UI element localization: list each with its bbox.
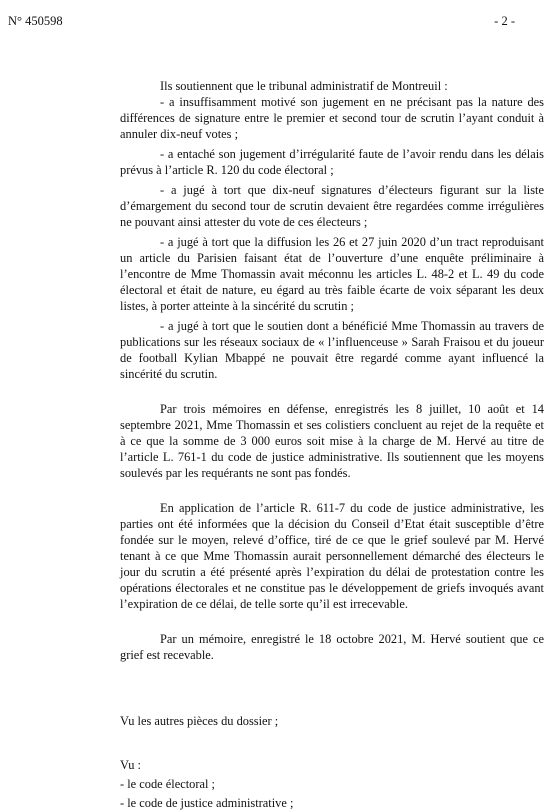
paragraph-code-justice: - le code de justice administrative ; (120, 796, 294, 810)
paragraph-grief-3: - a jugé à tort que dix-neuf signatures d’électeurs figurant sur la liste d’émargement du second tour de scrutin devaient être regardées comme irrégulières ne pouvant ainsi attester du vote de ces électeurs ; (120, 183, 544, 229)
paragraph-grief-4: - a jugé à tort que la diffusion les 26 et 27 juin 2020 d’un tract reproduisant un article du Parisien faisant état de l’ouverture d’une enquête préliminaire à l’encontre de Mme Thomassin avait méconnu les articles L. 48-2 et L. 49 du code électoral et était de nature, eu égard au très faible écarte de voix séparant les deux listes, à porter atteinte à la sincérité du scrutin ; (120, 235, 544, 313)
paragraph-grief-2: - a entaché son jugement d’irrégularité faute de l’avoir rendu dans les délais prévus à l’article R. 120 du code électoral ; (120, 147, 544, 177)
paragraph-intro: Ils soutiennent que le tribunal administratif de Montreuil : (160, 79, 448, 93)
paragraph-vu-pieces: Vu les autres pièces du dossier ; (120, 714, 279, 728)
paragraph-vu: Vu : (120, 758, 141, 772)
paragraph-grief-1: - a insuffisamment motivé son jugement en ne précisant pas la nature des différences de signature entre le premier et second tour de scrutin l’ayant conduit à annuler dix-neuf votes ; (120, 95, 544, 141)
paragraph-defense: Par trois mémoires en défense, enregistrés les 8 juillet, 10 août et 14 septembre 2021, Mme Thomassin et ses colistiers concluent au rejet de la requête et à ce que la somme de 3 000 euros soit mise à la charge de M. Hervé au titre de l’article L. 761-1 du code de justice administrative. Ils soutiennent que les moyens soulevés par les requérants ne sont pas fondés. (120, 402, 544, 480)
document-body (120, 78, 544, 811)
page-number: - 2 - (494, 14, 515, 28)
paragraph-memoire: Par un mémoire, enregistré le 18 octobre 2021, M. Hervé soutient que ce grief est recevable. (120, 632, 544, 662)
page-header (8, 14, 515, 30)
document-number: N° 450598 (8, 14, 63, 28)
paragraph-r611-7: En application de l’article R. 611-7 du code de justice administrative, les parties ont été informées que la décision du Conseil d’Etat était susceptible d’être fondée sur le moyen, relevé d’office, tiré de ce que le grief soulevé par M. Hervé tenant à ce que Mme Thomassin aurait personnellement démarché des électeurs le jour du scrutin a été présenté après l’expiration du délai de protestation contre les opérations électorales et ne constitue pas le développement de griefs invoqués avant l’expiration de ce délai, de telle sorte qu’il est irrecevable. (120, 501, 544, 611)
paragraph-code-electoral: - le code électoral ; (120, 777, 215, 791)
paragraph-grief-5: - a jugé à tort que le soutien dont a bénéficié Mme Thomassin au travers de publications sur les réseaux sociaux de « l’influenceuse » Sarah Fraisou et du joueur de football Kylian Mbappé ne pouvait être regardé comme ayant influencé la sincérité du scrutin. (120, 319, 544, 381)
